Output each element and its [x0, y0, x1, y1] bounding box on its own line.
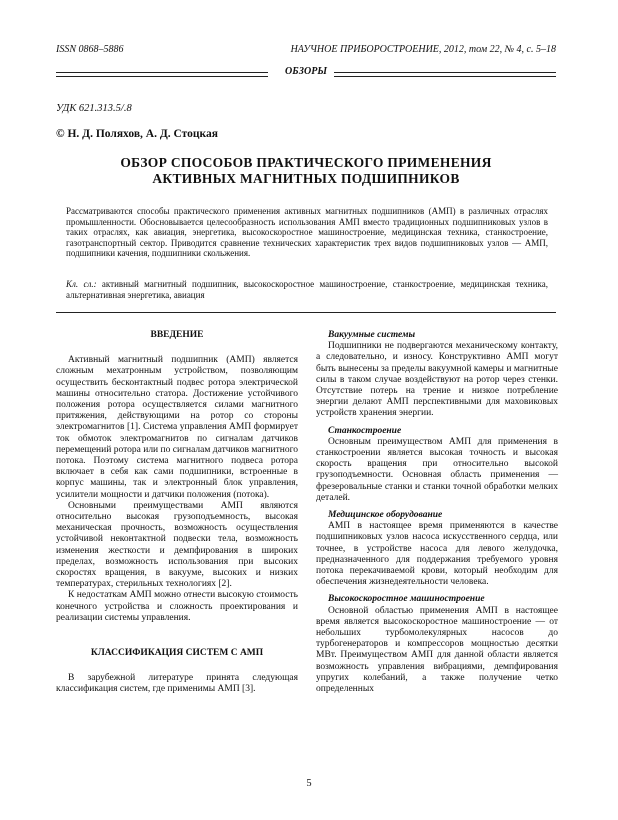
- title-line-1: ОБЗОР СПОСОБОВ ПРАКТИЧЕСКОГО ПРИМЕНЕНИЯ: [120, 155, 492, 170]
- machine-tools-text: Основным преимуществом АМП для применения в станкостроении является высокая точность и высокая скорость вращения при относительно высокой грузоподъемности. Основная область применения — фрезеровальные станки и станки точной обработки мелких деталей.: [316, 436, 558, 503]
- issn: ISSN 0868–5886: [56, 44, 124, 55]
- right-column: [316, 330, 558, 695]
- keywords-text: активный магнитный подшипник, высокоскоростное машиностроение, станкостроение, медицинская техника, альтернативная энергетика, авиация: [66, 279, 548, 300]
- machine-tools-heading: Станкостроение: [328, 425, 402, 436]
- medical-heading: Медицинское оборудование: [328, 510, 443, 521]
- keywords-label: Кл. сл.:: [66, 279, 97, 289]
- intro-paragraph-1: Активный магнитный подшипник (АМП) является сложным мехатронным устройством, позволяющим осуществить бесконтактный подвес ротора электрической машины относительно статора. Достижение устойчивого положения ротора осуществляется силами магнитного притяжения, действующими на ротор со стороны электромагнитов [1]. Система управления АМП формирует ток обмоток электромагнитов по сигналам датчиков перемещений ротора или по сигналам датчиков магнитного потока. Поэтому система магнитного подвеса ротора включает в себя как сами подшипники, встроенные в корпус машины, так и электронный блок управления, усилители мощности и датчики положения (потока).: [56, 355, 298, 500]
- classification-heading: КЛАССИФИКАЦИЯ СИСТЕМ С АМП: [90, 648, 264, 659]
- udc-code: УДК 621.313.5/.8: [56, 103, 132, 114]
- intro-paragraph-2: Основными преимуществами АМП являются относительно высокая грузоподъемность, высокая механическая прочность, возможность осуществления устойчивой неконтактной подвески тела, возможность изменения жесткости и демпфирования в широких пределах, возможность использования при высоких скоростях вращения, в вакууме, высоких и низких температурах, стерильных технологиях [2].: [56, 500, 298, 590]
- rubric-rule-right: [334, 72, 556, 77]
- high-speed-text: Основной областью применения АМП в настоящее время является высокоскоростное машиностроение — от небольших турбомолекулярных насосов до турбогенераторов и компрессоров мощностью десятки МВт. Преимуществом АМП для данной области является возможность управления вибрациями, демпфирования упругих колебаний, а также получение четко определенных: [316, 605, 558, 695]
- high-speed-heading: Высокоскоростное машиностроение: [328, 594, 485, 605]
- intro-paragraph-3: К недостаткам АМП можно отнести высокую стоимость конечного устройства и сложность проектирования и реализации системы управления.: [56, 590, 298, 623]
- rubric-label: ОБЗОРЫ: [284, 66, 328, 77]
- journal-citation: НАУЧНОЕ ПРИБОРОСТРОЕНИЕ, 2012, том 22, № 4, c. 5–18: [290, 44, 556, 55]
- left-column: [56, 330, 298, 696]
- article-title: [56, 155, 556, 187]
- section-rubric: [56, 66, 556, 80]
- keywords: [66, 279, 548, 300]
- abstract: Рассматриваются способы практического применения активных магнитных подшипников (АМП) в различных отраслях промышленности. Обосновывается целесообразность использования АМП вместо традиционных подшипниковых узлов в таких отраслях, как авиация, энергетика, высокоскоростное машиностроение, медицинская техника, станкостроение, газотранспортный сектор. Приводится сравнение технических характеристик трех видов подшипниковых узлов — АМП, подшипники качения, подшипники скольжения.: [66, 206, 548, 259]
- intro-heading: ВВЕДЕНИЕ: [150, 330, 204, 340]
- vacuum-heading: Вакуумные системы: [328, 330, 416, 340]
- vacuum-text: Подшипники не подвергаются механическому контакту, а следовательно, и износу. Конструктивно АМП могут быть вынесены за пределы вакуумной камеры и магнитные силы в таком случае воздействуют на ротор через стенки. Отсутствие потерь на трение и низкое потребление энергии делают АМП перспективными для маховиковых устройств хранения энергии.: [316, 341, 558, 419]
- page-number: 5: [306, 778, 312, 789]
- authors: © Н. Д. Поляхов, А. Д. Стоцкая: [56, 128, 218, 140]
- classification-paragraph: В зарубежной литературе принята следующая классификация систем, где применимы АМП [3].: [56, 673, 298, 695]
- medical-text: АМП в настоящее время применяются в качестве подшипниковых узлов насоса искусственного сердца, или точнее, в устройстве насоса для левого желудочка, предназначенного для поддержания требуемого уровня потока перекачиваемой крови, который необходим для обеспечения жизнедеятельности человека.: [316, 521, 558, 588]
- abstract-divider: [56, 312, 556, 313]
- title-line-2: АКТИВНЫХ МАГНИТНЫХ ПОДШИПНИКОВ: [152, 171, 460, 186]
